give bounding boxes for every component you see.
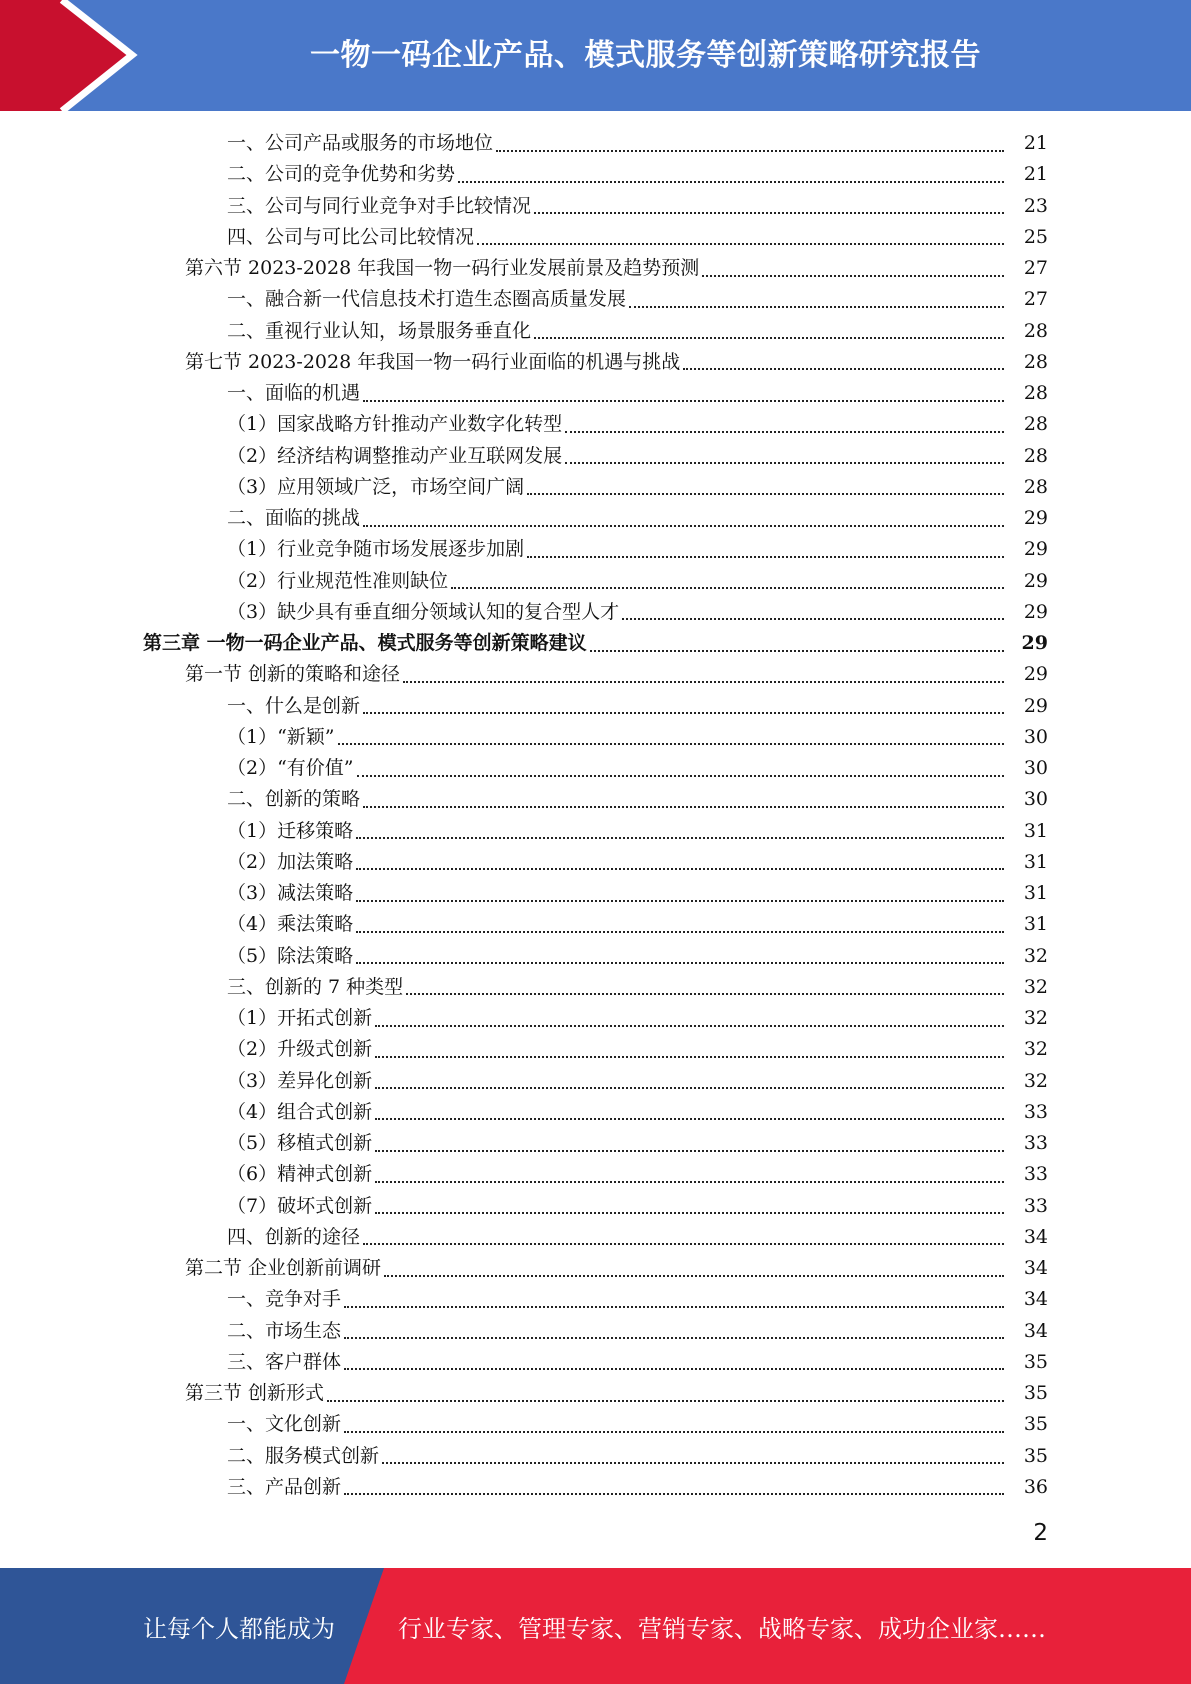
toc-entry[interactable] bbox=[0, 347, 1191, 378]
toc-entry[interactable] bbox=[0, 1378, 1191, 1409]
toc-entry-title: （3）应用领域广泛，市场空间广阔 bbox=[227, 475, 525, 498]
toc-entry-page: 28 bbox=[1023, 319, 1048, 342]
toc-dot-leader bbox=[344, 1337, 1004, 1339]
toc-dot-leader bbox=[565, 462, 1004, 464]
toc-entry-page: 30 bbox=[1023, 725, 1048, 748]
toc-entry[interactable] bbox=[0, 597, 1191, 628]
toc-entry-page: 32 bbox=[1023, 975, 1048, 998]
toc-entry[interactable] bbox=[0, 1066, 1191, 1097]
toc-dot-leader bbox=[344, 1431, 1004, 1433]
toc-dot-leader bbox=[375, 1025, 1004, 1027]
toc-entry-title: 三、公司与同行业竞争对手比较情况 bbox=[227, 194, 532, 217]
toc-entry-page: 33 bbox=[1023, 1100, 1048, 1123]
toc-entry-title: 一、公司产品或服务的市场地位 bbox=[227, 132, 494, 154]
toc-dot-leader bbox=[356, 837, 1004, 839]
toc-entry-page: 28 bbox=[1023, 382, 1048, 404]
toc-entry-title: 一、竞争对手 bbox=[227, 1288, 342, 1311]
toc-entry-page: 32 bbox=[1023, 944, 1048, 967]
toc-entry[interactable] bbox=[0, 284, 1191, 315]
toc-dot-leader bbox=[496, 150, 1004, 152]
toc-entry-title: （4）组合式创新 bbox=[227, 1100, 373, 1123]
toc-dot-leader bbox=[382, 1462, 1004, 1464]
toc-entry-title: 四、创新的途径 bbox=[227, 1225, 361, 1248]
toc-dot-leader bbox=[338, 743, 1004, 745]
toc-entry-page: 31 bbox=[1023, 850, 1048, 873]
footer-left-slogan: 让每个人都能成为 bbox=[143, 1614, 335, 1643]
toc-entry-title: 三、创新的 7 种类型 bbox=[227, 975, 404, 998]
toc-entry-title: 二、市场生态 bbox=[227, 1319, 342, 1342]
toc-entry-title: （1）国家战略方针推动产业数字化转型 bbox=[227, 413, 563, 436]
toc-dot-leader bbox=[363, 712, 1004, 714]
toc-entry-page: 35 bbox=[1023, 1444, 1048, 1467]
toc-entry-title: 第二节 企业创新前调研 bbox=[185, 1257, 382, 1279]
toc-entry-title: （3）减法策略 bbox=[227, 882, 354, 904]
toc-entry-page: 29 bbox=[1023, 694, 1048, 717]
toc-entry[interactable] bbox=[0, 1441, 1191, 1472]
toc-entry-title: （6）精神式创新 bbox=[227, 1163, 373, 1186]
toc-entry[interactable] bbox=[0, 909, 1191, 940]
toc-dot-leader bbox=[527, 556, 1004, 558]
toc-dot-leader bbox=[357, 775, 1004, 777]
toc-entry-title: （1）开拓式创新 bbox=[227, 1007, 373, 1029]
toc-entry[interactable] bbox=[0, 722, 1191, 753]
toc-dot-leader bbox=[565, 431, 1004, 433]
toc-entry-title: （3）缺少具有垂直细分领域认知的复合型人才 bbox=[227, 600, 620, 623]
toc-entry-title: （4）乘法策略 bbox=[227, 913, 354, 936]
toc-entry[interactable] bbox=[0, 941, 1191, 972]
toc-entry-page: 31 bbox=[1023, 913, 1048, 936]
chevron-arrow-icon bbox=[0, 0, 160, 111]
report-title: 一物一码企业产品、模式服务等创新策略研究报告 bbox=[310, 38, 981, 73]
toc-entry-title: （1）“新颖” bbox=[227, 725, 335, 748]
toc-entry-page: 32 bbox=[1023, 1069, 1048, 1092]
toc-entry-title: （3）差异化创新 bbox=[227, 1069, 373, 1092]
toc-entry-title: 四、公司与可比公司比较情况 bbox=[227, 225, 475, 248]
header-band bbox=[0, 0, 1191, 111]
toc-entry[interactable] bbox=[0, 1191, 1191, 1222]
toc-entry[interactable] bbox=[0, 1316, 1191, 1347]
toc-dot-leader bbox=[451, 587, 1004, 589]
toc-entry-title: 二、服务模式创新 bbox=[227, 1444, 380, 1467]
toc-dot-leader bbox=[375, 1118, 1004, 1120]
toc-entry-page: 27 bbox=[1023, 257, 1048, 279]
toc-entry-page: 31 bbox=[1023, 882, 1048, 904]
toc-entry-page: 29 bbox=[1023, 538, 1048, 561]
footer-band bbox=[0, 1568, 1191, 1684]
toc-entry[interactable] bbox=[0, 1097, 1191, 1128]
toc-dot-leader bbox=[629, 306, 1004, 308]
toc-entry-title: 二、公司的竞争优势和劣势 bbox=[227, 163, 456, 186]
toc-entry[interactable] bbox=[0, 159, 1191, 190]
toc-dot-leader bbox=[477, 243, 1004, 245]
toc-entry-title: 三、客户群体 bbox=[227, 1350, 342, 1373]
toc-entry[interactable] bbox=[0, 409, 1191, 440]
toc-dot-leader bbox=[344, 1368, 1004, 1370]
toc-entry[interactable] bbox=[0, 1284, 1191, 1315]
toc-entry[interactable] bbox=[0, 472, 1191, 503]
toc-entry-page: 33 bbox=[1023, 1194, 1048, 1217]
toc-entry[interactable] bbox=[0, 566, 1191, 597]
toc-entry[interactable] bbox=[0, 253, 1191, 284]
toc-entry[interactable] bbox=[0, 222, 1191, 253]
toc-entry-page: 21 bbox=[1023, 163, 1048, 186]
toc-entry[interactable] bbox=[0, 972, 1191, 1003]
toc-entry-title: 第三章 一物一码企业产品、模式服务等创新策略建议 bbox=[143, 632, 587, 654]
toc-entry-title: 二、重视行业认知，场景服务垂直化 bbox=[227, 319, 532, 342]
toc-entry-page: 35 bbox=[1023, 1382, 1048, 1404]
toc-entry-title: （1）行业竞争随市场发展逐步加剧 bbox=[227, 538, 525, 561]
toc-entry-page: 36 bbox=[1023, 1475, 1048, 1498]
toc-dot-leader bbox=[403, 681, 1004, 683]
toc-entry-page: 21 bbox=[1023, 132, 1048, 154]
toc-entry-page: 35 bbox=[1023, 1413, 1048, 1436]
toc-entry[interactable] bbox=[0, 441, 1191, 472]
toc-entry-page: 30 bbox=[1023, 757, 1048, 779]
toc-entry-page: 34 bbox=[1023, 1257, 1048, 1279]
toc-entry[interactable] bbox=[0, 1003, 1191, 1034]
toc-dot-leader bbox=[375, 1181, 1004, 1183]
toc-entry-page: 25 bbox=[1023, 225, 1048, 248]
toc-dot-leader bbox=[406, 993, 1004, 995]
toc-entry[interactable] bbox=[0, 878, 1191, 909]
toc-entry-page: 28 bbox=[1023, 444, 1048, 467]
toc-dot-leader bbox=[458, 181, 1004, 183]
toc-entry-title: 一、什么是创新 bbox=[227, 694, 361, 717]
toc-entry-title: 一、文化创新 bbox=[227, 1413, 342, 1436]
toc-entry[interactable] bbox=[0, 378, 1191, 409]
toc-dot-leader bbox=[375, 1212, 1004, 1214]
table-of-contents bbox=[0, 128, 1191, 1503]
toc-entry-title: （2）“有价值” bbox=[227, 757, 354, 779]
toc-entry-title: 二、面临的挑战 bbox=[227, 507, 361, 529]
toc-entry-title: 第六节 2023-2028 年我国一物一码行业发展前景及趋势预测 bbox=[185, 257, 700, 279]
toc-entry-page: 35 bbox=[1023, 1350, 1048, 1373]
toc-entry[interactable] bbox=[0, 784, 1191, 815]
toc-dot-leader bbox=[622, 618, 1004, 620]
toc-entry-page: 32 bbox=[1023, 1038, 1048, 1061]
toc-entry-title: （5）除法策略 bbox=[227, 944, 354, 967]
toc-entry[interactable] bbox=[0, 659, 1191, 690]
toc-entry[interactable] bbox=[0, 1159, 1191, 1190]
toc-entry-page: 29 bbox=[1021, 632, 1048, 654]
toc-entry-page: 34 bbox=[1023, 1288, 1048, 1311]
toc-entry-page: 33 bbox=[1023, 1132, 1048, 1154]
toc-dot-leader bbox=[363, 525, 1004, 527]
toc-dot-leader bbox=[590, 650, 1004, 652]
toc-entry-page: 29 bbox=[1023, 600, 1048, 623]
toc-entry[interactable] bbox=[0, 1253, 1191, 1284]
toc-dot-leader bbox=[344, 1493, 1004, 1495]
toc-dot-leader bbox=[375, 1150, 1004, 1152]
toc-dot-leader bbox=[534, 337, 1004, 339]
toc-entry[interactable] bbox=[0, 816, 1191, 847]
toc-entry[interactable] bbox=[0, 534, 1191, 565]
toc-entry[interactable] bbox=[0, 316, 1191, 347]
toc-entry-title: （2）加法策略 bbox=[227, 850, 354, 873]
toc-entry-page: 28 bbox=[1023, 350, 1048, 373]
toc-dot-leader bbox=[375, 1087, 1004, 1089]
toc-entry-page: 23 bbox=[1023, 194, 1048, 217]
toc-dot-leader bbox=[356, 900, 1004, 902]
toc-entry[interactable] bbox=[0, 503, 1191, 534]
toc-entry-title: 一、融合新一代信息技术打造生态圈高质量发展 bbox=[227, 288, 627, 311]
toc-entry-page: 29 bbox=[1023, 507, 1048, 529]
toc-entry-page: 28 bbox=[1023, 413, 1048, 436]
toc-entry-title: （2）行业规范性准则缺位 bbox=[227, 569, 449, 592]
toc-entry[interactable] bbox=[0, 1034, 1191, 1065]
toc-entry-title: 一、面临的机遇 bbox=[227, 382, 361, 404]
toc-entry-title: 第三节 创新形式 bbox=[185, 1382, 325, 1404]
toc-entry-title: （1）迁移策略 bbox=[227, 819, 354, 842]
toc-entry-page: 34 bbox=[1023, 1225, 1048, 1248]
toc-dot-leader bbox=[683, 368, 1004, 370]
toc-entry[interactable] bbox=[0, 1222, 1191, 1253]
toc-entry-page: 29 bbox=[1023, 569, 1048, 592]
footer-right-slogan: 行业专家、管理专家、营销专家、战略专家、成功企业家…… bbox=[398, 1614, 1046, 1643]
toc-dot-leader bbox=[375, 1056, 1004, 1058]
toc-entry-title: 第一节 创新的策略和途径 bbox=[185, 663, 401, 686]
toc-entry-title: 三、产品创新 bbox=[227, 1475, 342, 1498]
toc-entry[interactable] bbox=[0, 1128, 1191, 1159]
toc-dot-leader bbox=[702, 275, 1004, 277]
toc-entry-title: （2）经济结构调整推动产业互联网发展 bbox=[227, 444, 563, 467]
toc-dot-leader bbox=[363, 806, 1004, 808]
toc-entry[interactable] bbox=[0, 753, 1191, 784]
toc-entry[interactable] bbox=[0, 691, 1191, 722]
toc-entry-page: 32 bbox=[1023, 1007, 1048, 1029]
toc-dot-leader bbox=[527, 493, 1004, 495]
toc-entry[interactable] bbox=[0, 1472, 1191, 1503]
toc-entry-title: 第七节 2023-2028 年我国一物一码行业面临的机遇与挑战 bbox=[185, 350, 681, 373]
toc-entry-page: 28 bbox=[1023, 475, 1048, 498]
toc-entry[interactable] bbox=[0, 191, 1191, 222]
toc-entry[interactable] bbox=[0, 628, 1191, 659]
toc-entry[interactable] bbox=[0, 1347, 1191, 1378]
toc-entry[interactable] bbox=[0, 128, 1191, 159]
toc-entry[interactable] bbox=[0, 1409, 1191, 1440]
toc-dot-leader bbox=[384, 1275, 1004, 1277]
toc-dot-leader bbox=[363, 1243, 1004, 1245]
toc-entry-title: 二、创新的策略 bbox=[227, 788, 361, 811]
toc-dot-leader bbox=[363, 400, 1004, 402]
toc-dot-leader bbox=[356, 962, 1004, 964]
toc-entry-title: （5）移植式创新 bbox=[227, 1132, 373, 1154]
toc-entry-page: 27 bbox=[1023, 288, 1048, 311]
toc-entry-page: 29 bbox=[1023, 663, 1048, 686]
toc-dot-leader bbox=[327, 1400, 1004, 1402]
toc-entry-page: 34 bbox=[1023, 1319, 1048, 1342]
toc-entry-page: 30 bbox=[1023, 788, 1048, 811]
toc-dot-leader bbox=[356, 868, 1004, 870]
toc-dot-leader bbox=[344, 1306, 1004, 1308]
page-number: 2 bbox=[1033, 1520, 1048, 1546]
toc-entry-page: 33 bbox=[1023, 1163, 1048, 1186]
toc-dot-leader bbox=[534, 212, 1004, 214]
toc-entry-title: （7）破坏式创新 bbox=[227, 1194, 373, 1217]
toc-dot-leader bbox=[356, 931, 1004, 933]
toc-entry[interactable] bbox=[0, 847, 1191, 878]
toc-entry-title: （2）升级式创新 bbox=[227, 1038, 373, 1061]
toc-entry-page: 31 bbox=[1023, 819, 1048, 842]
